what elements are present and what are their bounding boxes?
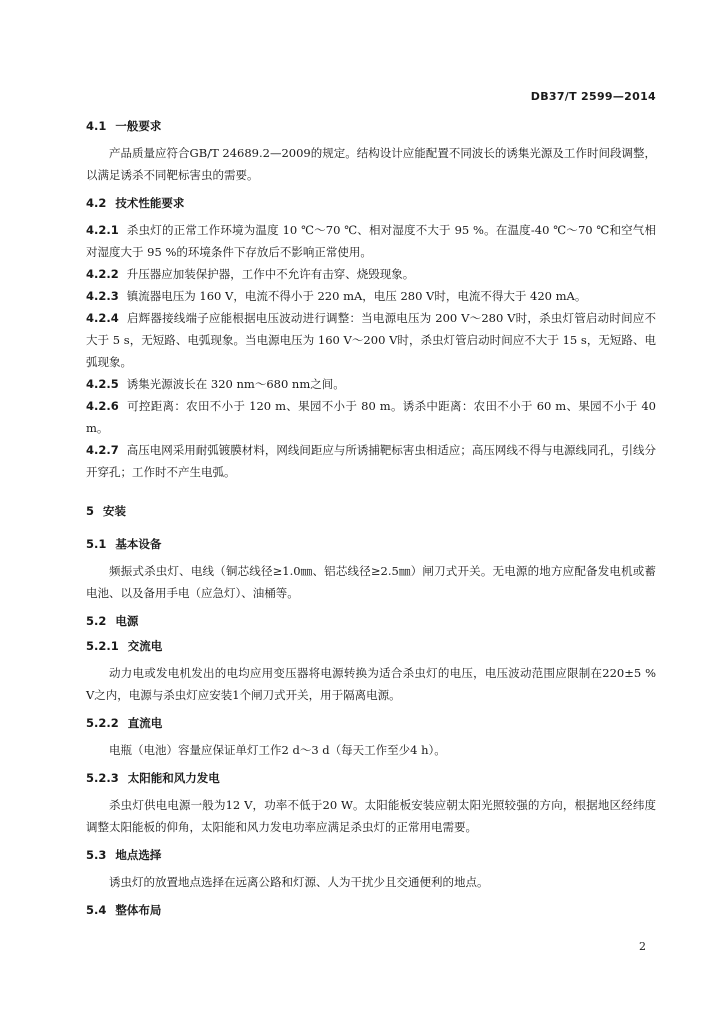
technical-requirements-list (86, 219, 656, 483)
heading-number: 5.1 (86, 537, 107, 551)
paragraph-5-2-2: 电瓶（电池）容量应保证单灯工作2 d～3 d（每天工作至少4 h）。 (109, 743, 446, 757)
clause-text: 镇流器电压为 160 V，电流不得小于 220 mA，电压 280 V时，电流不得大于 420 mA。 (126, 289, 587, 303)
heading-title: 整体布局 (115, 903, 162, 917)
heading-5-2-3 (86, 770, 656, 786)
heading-title: 电源 (115, 614, 139, 628)
heading-title: 一般要求 (115, 119, 162, 133)
heading-5-2 (86, 613, 656, 629)
clause-4-2-5 (86, 373, 656, 395)
clause-text: 可控距离：农田不小于 120 m、果园不小于 80 m。诱杀中距离：农田不小于 60 m、果园不小于 40 m。 (86, 399, 656, 435)
clause-text: 高压电网采用耐弧镀膜材料，网线间距应与所诱捕靶标害虫相适应；高压网线不得与电源线同孔，引线分开穿孔；工作时不产生电弧。 (86, 443, 656, 479)
clause-number: 4.2.7 (86, 443, 119, 457)
heading-title: 技术性能要求 (115, 196, 185, 210)
clause-text: 升压器应加装保护器，工作中不允许有击穿、烧毁现象。 (126, 267, 415, 281)
standard-code: DB37/T 2599—2014 (530, 90, 656, 103)
heading-number: 4.2 (86, 196, 107, 210)
paragraph-5-2-3: 杀虫灯供电电源一般为12 V，功率不低于20 W。太阳能板安装应朝太阳光照较强的方向，根据地区经纬度调整太阳能板的仰角，太阳能和风力发电功率应满足杀虫灯的正常用电需要。 (86, 798, 656, 834)
clause-4-2-2 (86, 263, 656, 285)
clause-number: 4.2.4 (86, 311, 119, 325)
heading-number: 5.2.1 (86, 639, 119, 653)
clause-text: 诱集光源波长在 320 nm～680 nm之间。 (126, 377, 345, 391)
heading-title: 交流电 (127, 639, 163, 653)
heading-number: 5.2.2 (86, 716, 119, 730)
heading-5-3 (86, 847, 656, 863)
heading-5-2-2 (86, 715, 656, 731)
clause-4-2-3 (86, 285, 656, 307)
heading-title: 安装 (103, 504, 127, 518)
heading-number: 4.1 (86, 119, 107, 133)
page-number: 2 (639, 940, 646, 953)
clause-4-2-6 (86, 395, 656, 439)
heading-number: 5.4 (86, 903, 107, 917)
paragraph-4-1: 产品质量应符合GB/T 24689.2—2009的规定。结构设计应能配置不同波长的诱集光源及工作时间段调整，以满足诱杀不同靶标害虫的需要。 (86, 146, 656, 182)
clause-text: 杀虫灯的正常工作环境为温度 10 ℃～70 ℃、相对湿度不大于 95 %。在温度-40 ℃～70 ℃和空气相对湿度大于 95 %的环境条件下存放后不影响正常使用。 (86, 223, 656, 259)
heading-title: 直流电 (127, 716, 163, 730)
paragraph-5-2-1: 动力电或发电机发出的电均应用变压器将电源转换为适合杀虫灯的电压，电压波动范围应限制在220±5 % V之内，电源与杀虫灯应安装1个闸刀式开关，用于隔离电源。 (86, 666, 656, 702)
heading-number: 5.2 (86, 614, 107, 628)
clause-number: 4.2.2 (86, 267, 119, 281)
clause-number: 4.2.3 (86, 289, 119, 303)
heading-title: 太阳能和风力发电 (127, 771, 220, 785)
heading-number: 5.2.3 (86, 771, 119, 785)
clause-4-2-1 (86, 219, 656, 263)
paragraph-5-3: 诱虫灯的放置地点选择在远离公路和灯源、人为干扰少且交通便利的地点。 (109, 875, 489, 889)
heading-4-1 (86, 118, 656, 134)
heading-5-2-1 (86, 638, 656, 654)
clause-number: 4.2.6 (86, 399, 119, 413)
heading-number: 5.3 (86, 848, 107, 862)
clause-text: 启辉器接线端子应能根据电压波动进行调整：当电源电压为 200 V～280 V时，杀虫灯管启动时间应不大于 5 s，无短路、电弧现象。当电源电压为 160 V～200 V时，杀虫灯管启动时间应不大于 15 s，无短路、电弧现象。 (86, 311, 656, 369)
clause-number: 4.2.1 (86, 223, 119, 237)
heading-5-4 (86, 902, 656, 918)
heading-5-1 (86, 536, 656, 552)
clause-number: 4.2.5 (86, 377, 119, 391)
document-body (86, 114, 656, 918)
heading-4-2 (86, 195, 656, 211)
heading-title: 地点选择 (115, 848, 162, 862)
heading-5 (86, 503, 656, 519)
heading-title: 基本设备 (115, 537, 162, 551)
clause-4-2-7 (86, 439, 656, 483)
paragraph-5-1: 频振式杀虫灯、电线（铜芯线径≥1.0㎜、铝芯线径≥2.5㎜）闸刀式开关。无电源的地方应配备发电机或蓄电池、以及备用手电（应急灯）、油桶等。 (86, 564, 656, 600)
clause-4-2-4 (86, 307, 656, 373)
heading-number: 5 (86, 504, 95, 518)
